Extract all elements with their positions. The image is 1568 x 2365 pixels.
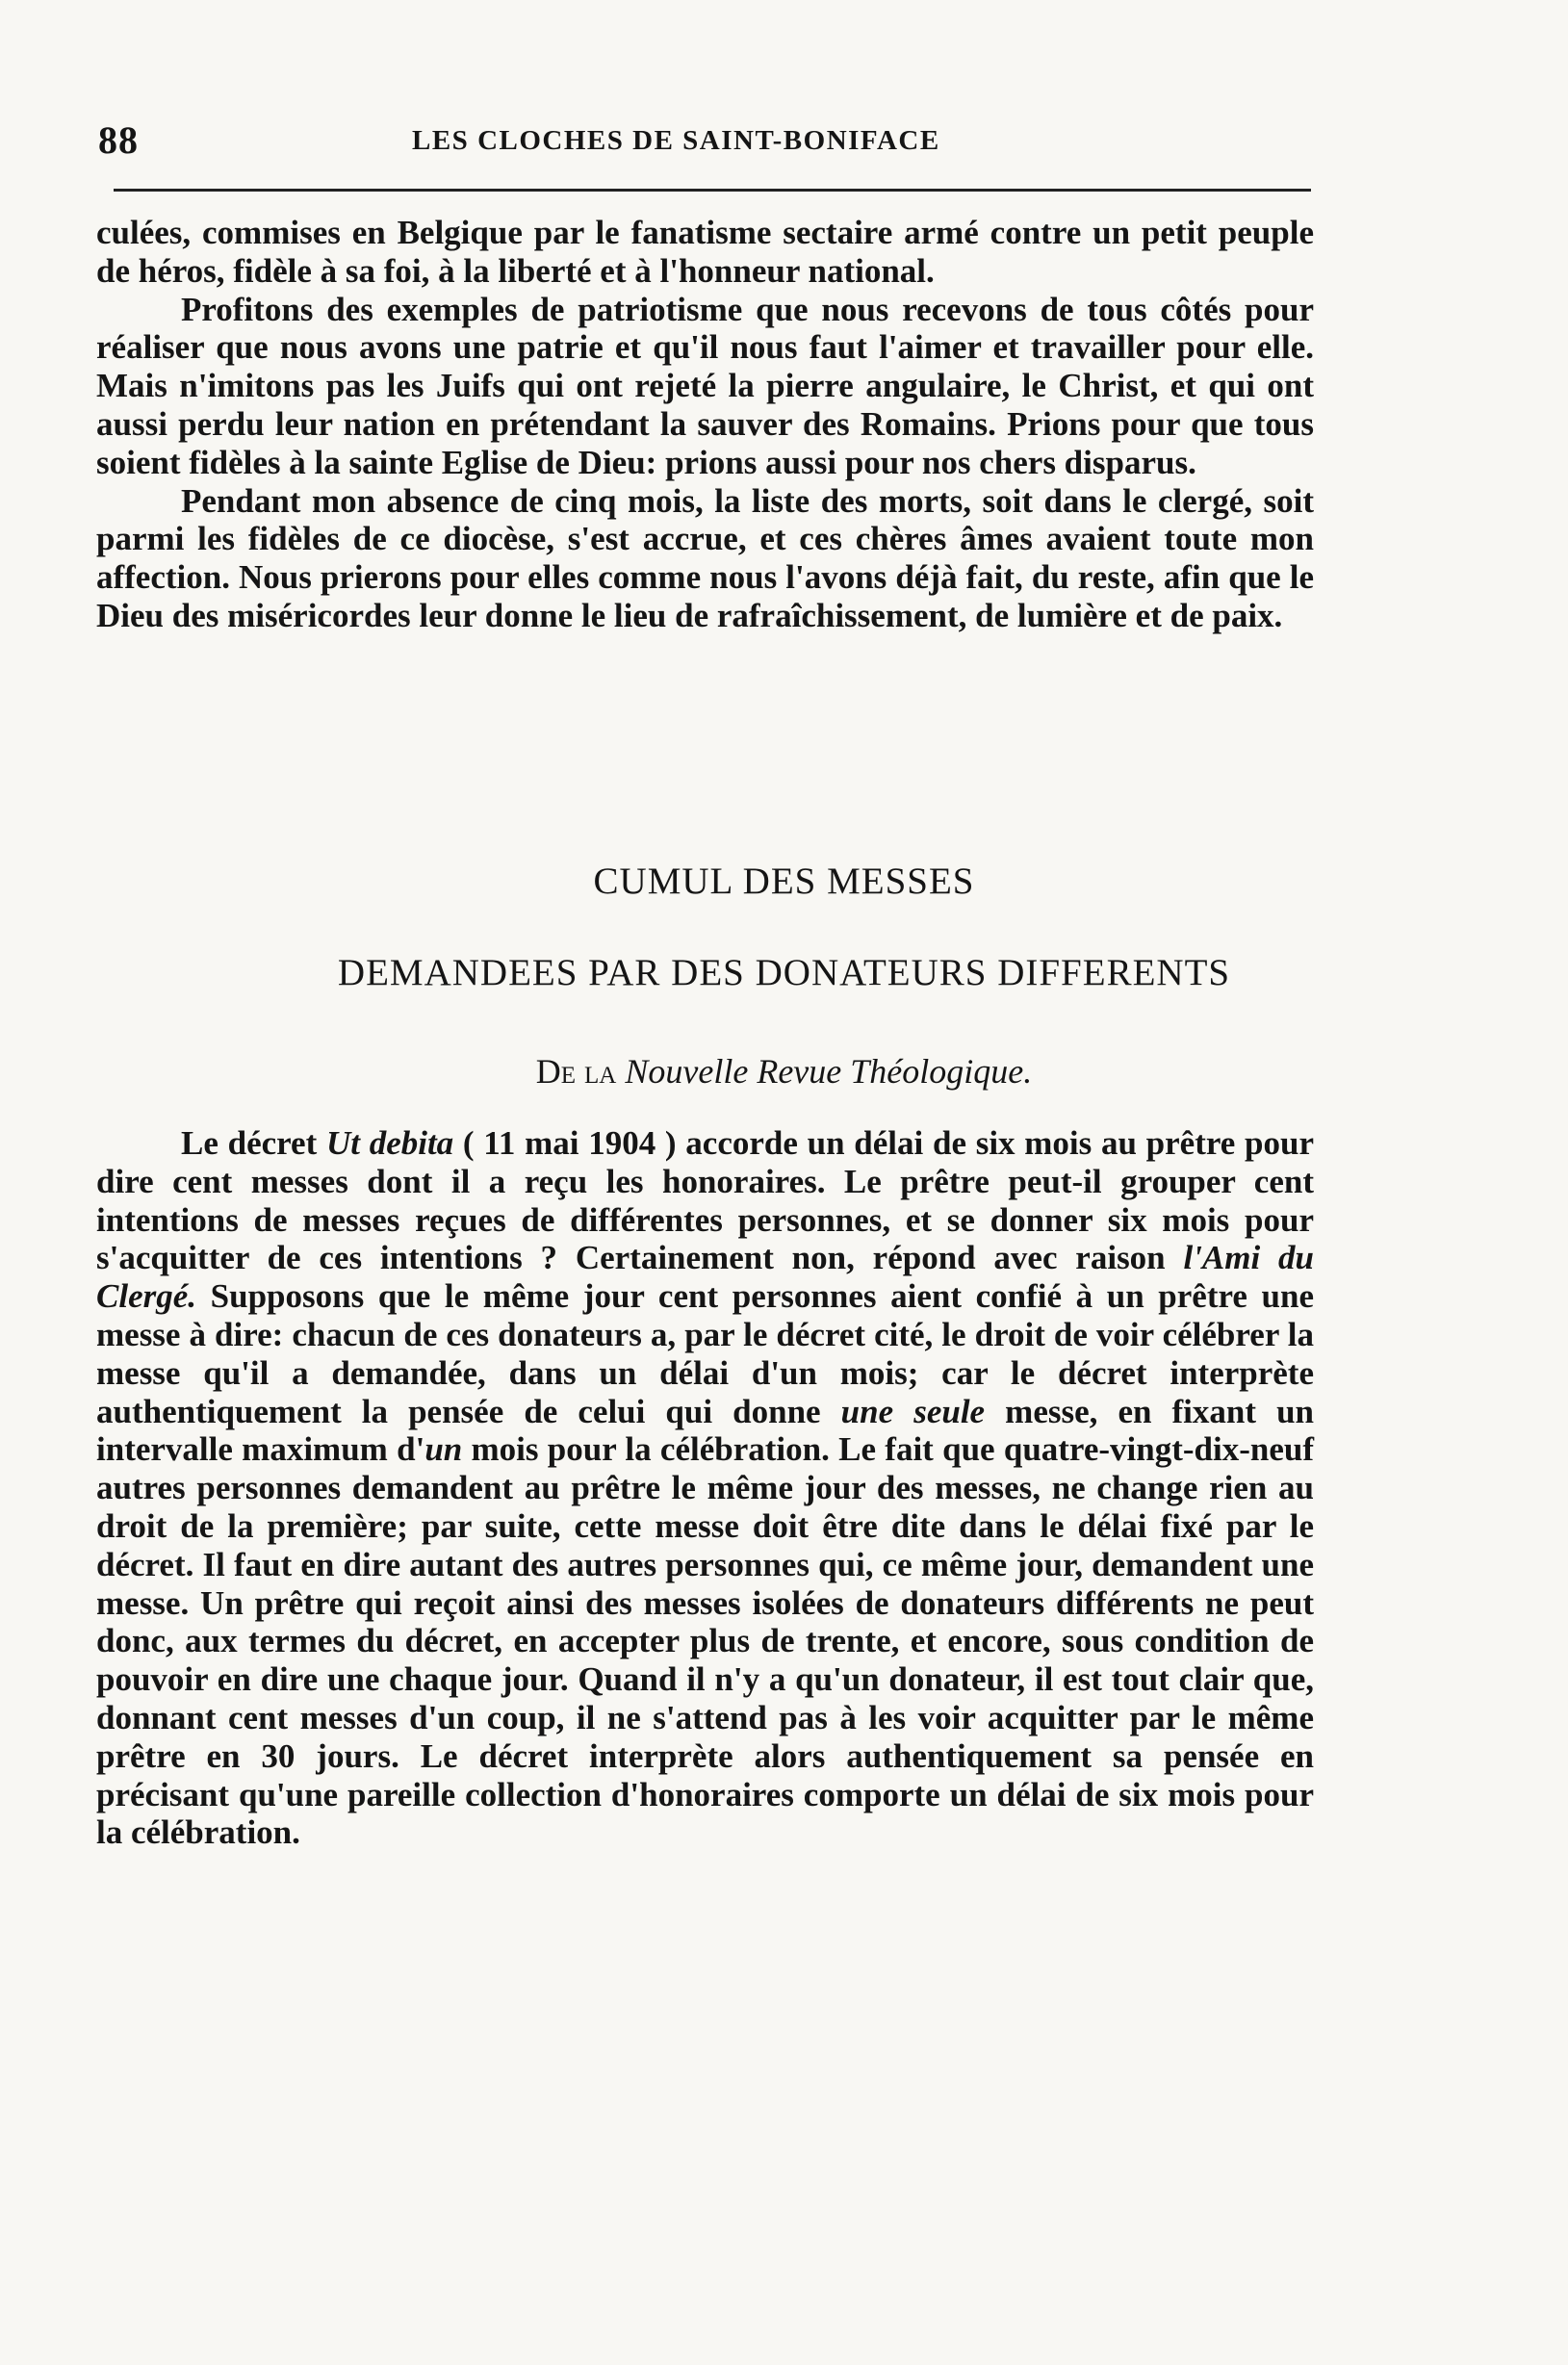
text-run: Le décret: [181, 1124, 318, 1162]
source-prefix: De la: [535, 1052, 617, 1091]
article-body: [96, 1124, 1314, 1852]
emphasis: un: [424, 1430, 463, 1469]
running-head: LES CLOCHES DE SAINT-BONIFACE: [412, 125, 940, 156]
page-number: 88: [98, 118, 139, 162]
header-rule: [114, 189, 1311, 192]
decree-title: Ut debita: [325, 1124, 454, 1162]
paragraph-patriotism: Profitons des exemples de patriotisme que nous recevons de tous côtés pour réaliser que nous avons une patrie et qu'il nous faut l'aimer et travailler pour elle. Mais n'imitons pas les Juifs qui ont rejeté la pierre angulaire, le Christ, et qui ont aussi perdu leur nation en prétendant la sauver des Romains. Prions pour que tous soient fidèles à la sainte Eglise de Dieu: prions aussi pour nos chers disparus.: [96, 290, 1314, 481]
paragraph-continuation: culées, commises en Belgique par le fanatisme sectaire armé contre un petit peuple de héros, fidèle à sa foi, à la liberté et à l'honneur national.: [96, 214, 1314, 290]
source-journal: Nouvelle Revue Théologique.: [625, 1052, 1033, 1091]
text-run: messe, en fixant un intervalle maximum d': [96, 1392, 1315, 1469]
closing-section: [96, 214, 1314, 635]
cited-journal: l'Ami du Clergé.: [96, 1239, 1314, 1316]
article-subtitle: DEMANDEES PAR DES DONATEURS DIFFERENTS: [337, 952, 1231, 993]
article-source: [0, 1051, 1568, 1092]
text-run: Supposons que le même jour cent personnes aient confié à un prêtre une messe à dire: chacun de ces donateurs a, par le décret cité, le droit de voir célébrer la messe qu'il a demandée, dans un délai d'un mois; car le décret interprète authentiquement la pensée de celui qui donne: [96, 1277, 1314, 1430]
text-run: ( 11 mai 1904 ) accorde un délai de six mois au prêtre pour dire cent messes dont il a reçu les honoraires. Le prêtre peut-il grouper cent intentions de messes reçues de différentes personnes, et se donner six mois pour s'acquitter de ces intentions ? Certainement non, répond avec raison: [96, 1124, 1315, 1277]
paragraph-deceased: Pendant mon absence de cinq mois, la liste des morts, soit dans le clergé, soit parmi les fidèles de ce diocèse, s'est accrue, et ces chères âmes avaient toute mon affection. Nous prierons pour elles comme nous l'avons déjà fait, du reste, afin que le Dieu des miséricordes leur donne le lieu de rafraîchissement, de lumière et de paix.: [96, 481, 1314, 634]
page-header: [94, 114, 1309, 171]
article-paragraph: [96, 1124, 1314, 1852]
emphasis: une seule: [840, 1392, 986, 1430]
article-title: CUMUL DES MESSES: [593, 861, 975, 902]
text-run: mois pour la célébration. Le fait que quatre-vingt-dix-neuf autres personnes demandent au prêtre le même jour des messes, ne change rien au droit de la première; par suite, cette messe doit être dite dans le délai fixé par le décret. Il faut en dire autant des autres personnes qui, ce même jour, demandent une messe. Un prêtre qui reçoit ainsi des messes isolées de donateurs différents ne peut donc, aux termes du décret, en accepter plus de trente, et encore, sous condition de pouvoir en dire une chaque jour. Quand il n'y a qu'un donateur, il est tout clair que, donnant cent messes d'un coup, il ne s'attend pas à les voir acquitter par le même prêtre en 30 jours. Le décret interprète alors authentiquement sa pensée en précisant qu'une pareille collection d'honoraires comporte un délai de six mois pour la célébration.: [96, 1430, 1314, 1852]
